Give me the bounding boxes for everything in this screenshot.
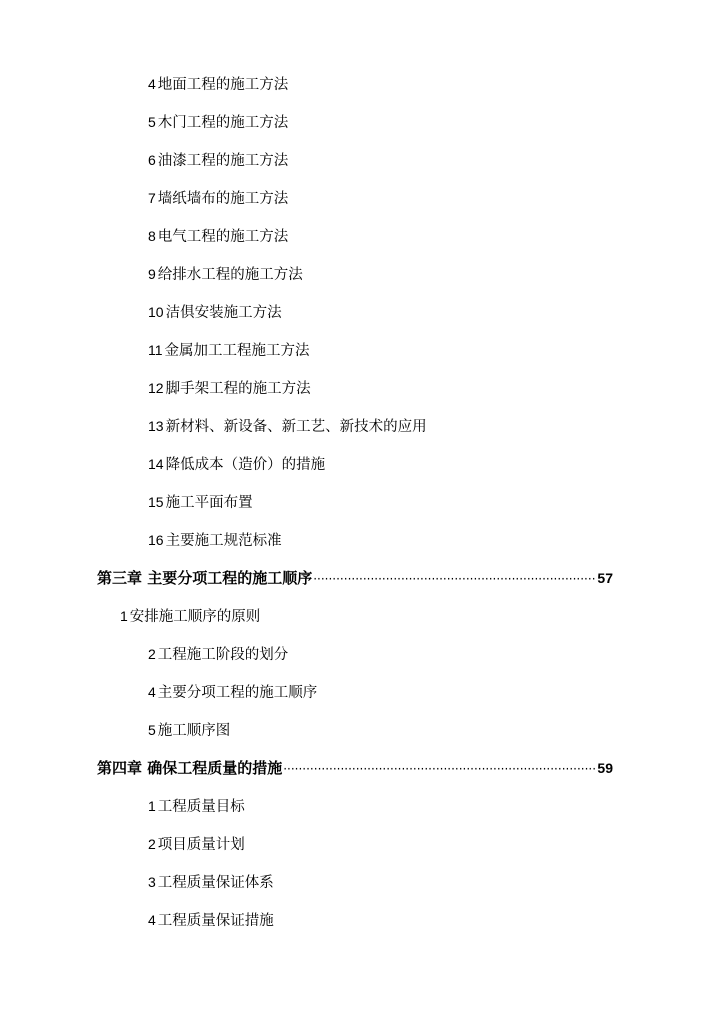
toc-entry[interactable]: [148, 378, 311, 399]
toc-entry-title: 金属加工工程施工方法: [164, 343, 310, 359]
toc-entry-number: 4: [148, 684, 156, 700]
toc-entry[interactable]: [148, 340, 310, 361]
toc-entry[interactable]: [148, 796, 245, 817]
toc-entry-number: 12: [148, 380, 164, 396]
toc-entry[interactable]: [148, 112, 288, 133]
toc-entry-title: 主要施工规范标准: [165, 533, 282, 549]
page-number: 59: [597, 760, 613, 776]
toc-entry-number: 9: [148, 266, 156, 282]
toc-entry[interactable]: [148, 530, 282, 551]
toc-entry[interactable]: [148, 720, 230, 741]
toc-entry-number: 13: [148, 418, 164, 434]
toc-entry-number: 16: [148, 532, 164, 548]
toc-entry[interactable]: [148, 492, 253, 513]
toc-entry[interactable]: [148, 226, 288, 247]
toc-entry-number: 4: [148, 76, 156, 92]
toc-entry-title: 墙纸墙布的施工方法: [157, 191, 289, 207]
toc-entry[interactable]: [148, 188, 288, 209]
toc-entry-number: 4: [148, 912, 156, 928]
dot-leader: [313, 569, 596, 589]
toc-entry-title: 工程质量保证体系: [157, 875, 274, 891]
toc-entry-number: 5: [148, 114, 156, 130]
toc-entry[interactable]: [148, 644, 288, 665]
toc-entry-number: 5: [148, 722, 156, 738]
chapter-title: 第三章 主要分项工程的施工顺序: [97, 569, 313, 587]
toc-entry-title: 施工顺序图: [157, 723, 231, 739]
toc-entry-title: 降低成本（造价）的措施: [165, 457, 326, 473]
toc-entry-number: 11: [148, 342, 163, 358]
toc-entry-number: 1: [148, 798, 156, 814]
chapter-title: 第四章 确保工程质量的措施: [97, 759, 283, 777]
toc-entry[interactable]: [120, 606, 260, 627]
toc-entry[interactable]: [148, 910, 274, 931]
toc-entry-title: 油漆工程的施工方法: [157, 153, 289, 169]
toc-entry[interactable]: [148, 416, 427, 437]
toc-entry-number: 10: [148, 304, 164, 320]
page-number: 57: [597, 570, 613, 586]
toc-entry-number: 15: [148, 494, 164, 510]
toc-entry-title: 木门工程的施工方法: [157, 115, 289, 131]
toc-entry-number: 2: [148, 646, 156, 662]
toc-entry-title: 工程质量保证措施: [157, 913, 274, 929]
toc-entry[interactable]: [148, 264, 303, 285]
toc-entry-number: 2: [148, 836, 156, 852]
toc-entry[interactable]: [148, 682, 317, 703]
toc-entry-number: 8: [148, 228, 156, 244]
toc-entry-title: 电气工程的施工方法: [157, 229, 289, 245]
chapter-heading[interactable]: [97, 568, 613, 589]
toc-entry-title: 洁俱安装施工方法: [165, 305, 282, 321]
toc-entry-title: 工程施工阶段的划分: [157, 647, 289, 663]
toc-entry[interactable]: [148, 74, 288, 95]
toc-entry-title: 脚手架工程的施工方法: [165, 381, 311, 397]
toc-entry-number: 7: [148, 190, 156, 206]
toc-entry-title: 新材料、新设备、新工艺、新技术的应用: [165, 419, 427, 435]
toc-entry-title: 项目质量计划: [157, 837, 245, 853]
toc-entry-title: 工程质量目标: [157, 799, 245, 815]
toc-entry-title: 给排水工程的施工方法: [157, 267, 303, 283]
toc-entry-number: 3: [148, 874, 156, 890]
toc-entry[interactable]: [148, 302, 282, 323]
toc-entry-number: 14: [148, 456, 164, 472]
chapter-heading[interactable]: [97, 758, 613, 779]
toc-entry[interactable]: [148, 454, 325, 475]
toc-entry[interactable]: [148, 150, 288, 171]
dot-leader: [283, 759, 596, 779]
toc-entry[interactable]: [148, 834, 245, 855]
toc-entry-title: 地面工程的施工方法: [157, 77, 289, 93]
toc-entry[interactable]: [148, 872, 274, 893]
toc-entry-title: 施工平面布置: [165, 495, 253, 511]
toc-entry-title: 主要分项工程的施工顺序: [157, 685, 318, 701]
toc-entry-title: 安排施工顺序的原则: [129, 609, 261, 625]
toc-entry-number: 6: [148, 152, 156, 168]
toc-entry-number: 1: [120, 608, 128, 624]
